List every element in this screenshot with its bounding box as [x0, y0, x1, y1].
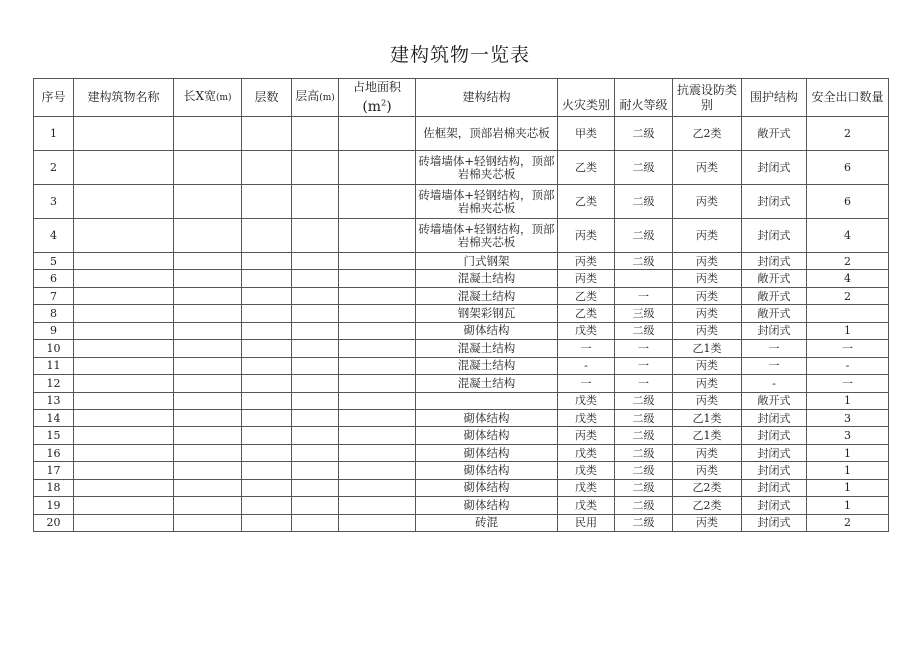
- header-exits: 安全出口数量: [807, 79, 889, 117]
- cell-dimensions: [174, 117, 242, 151]
- table-row: [34, 514, 889, 531]
- cell-index: 15: [34, 427, 74, 444]
- header-area-unit: [362, 99, 391, 115]
- table-row: [34, 462, 889, 479]
- cell-index: 13: [34, 392, 74, 409]
- cell-fire-category: 甲类: [558, 117, 615, 151]
- cell-index: 4: [34, 219, 74, 253]
- cell-dimensions: [174, 514, 242, 531]
- header-floors: 层数: [242, 79, 292, 117]
- cell-seismic: 乙2类: [673, 497, 742, 514]
- cell-structure: 砖墙墙体+轻钢结构，顶部岩棉夹芯板: [416, 151, 558, 185]
- cell-area: [339, 462, 416, 479]
- cell-floor-height: [292, 357, 339, 374]
- cell-fire-rating: 三级: [615, 305, 673, 322]
- cell-area: [339, 270, 416, 287]
- cell-name: [74, 444, 174, 461]
- cell-seismic: 丙类: [673, 219, 742, 253]
- cell-area: [339, 479, 416, 496]
- cell-seismic: 丙类: [673, 305, 742, 322]
- cell-enclosure: 封闭式: [742, 151, 807, 185]
- cell-enclosure: -: [742, 375, 807, 392]
- cell-index: 8: [34, 305, 74, 322]
- cell-floors: [242, 444, 292, 461]
- cell-name: [74, 375, 174, 392]
- cell-exits: 1: [807, 479, 889, 496]
- cell-index: 20: [34, 514, 74, 531]
- cell-exits: 3: [807, 427, 889, 444]
- cell-index: 12: [34, 375, 74, 392]
- table-row: [34, 375, 889, 392]
- cell-dimensions: [174, 497, 242, 514]
- cell-enclosure: 封闭式: [742, 409, 807, 426]
- cell-index: 17: [34, 462, 74, 479]
- header-floor-height-label: 层高: [295, 89, 320, 103]
- cell-name: [74, 219, 174, 253]
- table-row: [34, 151, 889, 185]
- cell-fire-rating: 二级: [615, 392, 673, 409]
- cell-structure: 砌体结构: [416, 444, 558, 461]
- table-row: [34, 497, 889, 514]
- cell-name: [74, 270, 174, 287]
- cell-enclosure: 封闭式: [742, 497, 807, 514]
- cell-index: 1: [34, 117, 74, 151]
- cell-seismic: 丙类: [673, 270, 742, 287]
- cell-index: 5: [34, 253, 74, 270]
- cell-floor-height: [292, 375, 339, 392]
- cell-index: 3: [34, 185, 74, 219]
- header-area-unit-close: ): [386, 98, 392, 115]
- cell-fire-rating: 二级: [615, 117, 673, 151]
- cell-enclosure: 封闭式: [742, 185, 807, 219]
- cell-exits: 1: [807, 497, 889, 514]
- header-structure: 建构结构: [416, 79, 558, 117]
- cell-name: [74, 357, 174, 374]
- cell-fire-rating: 二级: [615, 462, 673, 479]
- cell-seismic: 乙2类: [673, 117, 742, 151]
- cell-index: 18: [34, 479, 74, 496]
- cell-floor-height: [292, 409, 339, 426]
- header-dimensions: [174, 79, 242, 117]
- cell-exits: 1: [807, 322, 889, 339]
- cell-name: [74, 392, 174, 409]
- header-row: [34, 79, 889, 117]
- cell-enclosure: 封闭式: [742, 253, 807, 270]
- cell-dimensions: [174, 409, 242, 426]
- cell-seismic: 乙2类: [673, 479, 742, 496]
- cell-structure: 砌体结构: [416, 497, 558, 514]
- cell-floors: [242, 409, 292, 426]
- cell-enclosure: 敞开式: [742, 117, 807, 151]
- cell-area: [339, 151, 416, 185]
- header-dimensions-unit: (m): [215, 93, 232, 103]
- cell-name: [74, 409, 174, 426]
- cell-area: [339, 185, 416, 219]
- cell-floors: [242, 427, 292, 444]
- table-row: [34, 117, 889, 151]
- cell-area: [339, 340, 416, 357]
- cell-area: [339, 409, 416, 426]
- cell-exits: 4: [807, 270, 889, 287]
- cell-seismic: 丙类: [673, 392, 742, 409]
- cell-dimensions: [174, 392, 242, 409]
- cell-floor-height: [292, 462, 339, 479]
- cell-name: [74, 322, 174, 339]
- cell-fire-category: 乙类: [558, 287, 615, 304]
- cell-dimensions: [174, 270, 242, 287]
- cell-structure: 混凝土结构: [416, 270, 558, 287]
- cell-fire-rating: 一: [615, 287, 673, 304]
- cell-index: 16: [34, 444, 74, 461]
- cell-floors: [242, 375, 292, 392]
- cell-fire-category: 乙类: [558, 185, 615, 219]
- table-row: [34, 305, 889, 322]
- cell-floor-height: [292, 117, 339, 151]
- cell-floors: [242, 270, 292, 287]
- table-row: [34, 322, 889, 339]
- cell-floors: [242, 253, 292, 270]
- cell-floor-height: [292, 270, 339, 287]
- cell-name: [74, 462, 174, 479]
- cell-dimensions: [174, 444, 242, 461]
- cell-structure: 混凝土结构: [416, 375, 558, 392]
- cell-structure: [416, 392, 558, 409]
- table-row: [34, 427, 889, 444]
- cell-area: [339, 375, 416, 392]
- cell-seismic: 乙1类: [673, 340, 742, 357]
- cell-fire-category: 戊类: [558, 444, 615, 461]
- cell-enclosure: 封闭式: [742, 219, 807, 253]
- cell-area: [339, 287, 416, 304]
- document-title: 建构筑物一览表: [389, 44, 530, 66]
- table-row: [34, 357, 889, 374]
- table-row: [34, 479, 889, 496]
- cell-area: [339, 357, 416, 374]
- cell-name: [74, 117, 174, 151]
- cell-floor-height: [292, 514, 339, 531]
- cell-name: [74, 305, 174, 322]
- table-row: [34, 270, 889, 287]
- cell-seismic: 丙类: [673, 185, 742, 219]
- cell-floor-height: [292, 497, 339, 514]
- cell-seismic: 丙类: [673, 357, 742, 374]
- cell-name: [74, 151, 174, 185]
- cell-structure: 砌体结构: [416, 322, 558, 339]
- cell-exits: 1: [807, 462, 889, 479]
- cell-area: [339, 117, 416, 151]
- cell-floor-height: [292, 219, 339, 253]
- cell-floors: [242, 322, 292, 339]
- cell-dimensions: [174, 340, 242, 357]
- cell-dimensions: [174, 322, 242, 339]
- header-floor-height: [292, 79, 339, 117]
- cell-fire-rating: 二级: [615, 497, 673, 514]
- header-area-unit-base: (m: [362, 98, 382, 115]
- cell-fire-category: 戊类: [558, 322, 615, 339]
- cell-fire-rating: [615, 270, 673, 287]
- header-fire-rating: 耐火等级: [615, 79, 673, 117]
- cell-fire-rating: 二级: [615, 151, 673, 185]
- cell-dimensions: [174, 185, 242, 219]
- cell-area: [339, 427, 416, 444]
- cell-fire-rating: 二级: [615, 409, 673, 426]
- cell-index: 7: [34, 287, 74, 304]
- cell-index: 10: [34, 340, 74, 357]
- header-area-label: 占地面积: [352, 80, 401, 95]
- cell-floors: [242, 357, 292, 374]
- cell-fire-rating: 一: [615, 340, 673, 357]
- cell-dimensions: [174, 375, 242, 392]
- cell-name: [74, 514, 174, 531]
- cell-fire-rating: 一: [615, 375, 673, 392]
- cell-structure: 砌体结构: [416, 427, 558, 444]
- cell-exits: 2: [807, 514, 889, 531]
- cell-fire-rating: 二级: [615, 427, 673, 444]
- cell-exits: 1: [807, 444, 889, 461]
- cell-exits: 3: [807, 409, 889, 426]
- cell-name: [74, 427, 174, 444]
- cell-floor-height: [292, 185, 339, 219]
- cell-area: [339, 219, 416, 253]
- cell-enclosure: 封闭式: [742, 479, 807, 496]
- cell-floor-height: [292, 427, 339, 444]
- cell-seismic: 丙类: [673, 444, 742, 461]
- cell-floors: [242, 287, 292, 304]
- cell-exits: 1: [807, 392, 889, 409]
- table-row: [34, 185, 889, 219]
- cell-structure: 砌体结构: [416, 462, 558, 479]
- cell-name: [74, 497, 174, 514]
- cell-seismic: 丙类: [673, 151, 742, 185]
- cell-exits: [807, 305, 889, 322]
- cell-structure: 混凝土结构: [416, 340, 558, 357]
- cell-enclosure: 封闭式: [742, 322, 807, 339]
- cell-structure: 钢架彩钢瓦: [416, 305, 558, 322]
- cell-seismic: 乙1类: [673, 427, 742, 444]
- header-seismic: 抗震设防类别: [673, 79, 742, 117]
- cell-fire-rating: 二级: [615, 219, 673, 253]
- building-list-table: [33, 78, 889, 532]
- cell-enclosure: 敞开式: [742, 287, 807, 304]
- cell-dimensions: [174, 287, 242, 304]
- cell-enclosure: 封闭式: [742, 444, 807, 461]
- cell-fire-category: 丙类: [558, 219, 615, 253]
- cell-floor-height: [292, 287, 339, 304]
- cell-floor-height: [292, 322, 339, 339]
- cell-enclosure: 一: [742, 340, 807, 357]
- cell-fire-rating: 一: [615, 357, 673, 374]
- header-area-unit-sup: 2: [381, 98, 387, 108]
- cell-enclosure: 封闭式: [742, 462, 807, 479]
- cell-area: [339, 497, 416, 514]
- cell-index: 9: [34, 322, 74, 339]
- cell-fire-category: 戊类: [558, 497, 615, 514]
- cell-floor-height: [292, 479, 339, 496]
- cell-enclosure: 敞开式: [742, 305, 807, 322]
- cell-fire-category: 戊类: [558, 462, 615, 479]
- cell-enclosure: 敞开式: [742, 392, 807, 409]
- cell-enclosure: 封闭式: [742, 427, 807, 444]
- header-enclosure: 围护结构: [742, 79, 807, 117]
- cell-area: [339, 392, 416, 409]
- cell-dimensions: [174, 357, 242, 374]
- cell-seismic: 丙类: [673, 375, 742, 392]
- cell-floors: [242, 185, 292, 219]
- cell-floor-height: [292, 444, 339, 461]
- cell-floors: [242, 219, 292, 253]
- cell-fire-category: 丙类: [558, 253, 615, 270]
- cell-fire-rating: 二级: [615, 253, 673, 270]
- cell-structure: 佐框架，顶部岩棉夹芯板: [416, 117, 558, 151]
- table-row: [34, 409, 889, 426]
- cell-fire-category: 一: [558, 340, 615, 357]
- cell-floors: [242, 479, 292, 496]
- cell-fire-rating: 二级: [615, 322, 673, 339]
- cell-area: [339, 253, 416, 270]
- cell-fire-category: 戊类: [558, 409, 615, 426]
- cell-seismic: 丙类: [673, 462, 742, 479]
- header-area: [339, 79, 416, 117]
- cell-floors: [242, 340, 292, 357]
- table-row: [34, 253, 889, 270]
- cell-seismic: 乙1类: [673, 409, 742, 426]
- cell-area: [339, 514, 416, 531]
- cell-floors: [242, 497, 292, 514]
- cell-floors: [242, 151, 292, 185]
- cell-name: [74, 185, 174, 219]
- table-row: [34, 287, 889, 304]
- cell-enclosure: 敞开式: [742, 270, 807, 287]
- cell-floor-height: [292, 392, 339, 409]
- cell-structure: 门式钢架: [416, 253, 558, 270]
- table-row: [34, 392, 889, 409]
- cell-dimensions: [174, 479, 242, 496]
- cell-index: 11: [34, 357, 74, 374]
- cell-exits: 一: [807, 375, 889, 392]
- cell-dimensions: [174, 219, 242, 253]
- cell-fire-rating: 二级: [615, 444, 673, 461]
- cell-fire-category: 乙类: [558, 151, 615, 185]
- cell-structure: 砖墙墙体+轻钢结构，顶部岩棉夹芯板: [416, 185, 558, 219]
- cell-enclosure: 一: [742, 357, 807, 374]
- cell-fire-category: -: [558, 357, 615, 374]
- cell-structure: 砖墙墙体+轻钢结构，顶部岩棉夹芯板: [416, 219, 558, 253]
- cell-exits: 4: [807, 219, 889, 253]
- cell-fire-category: 戊类: [558, 392, 615, 409]
- cell-fire-rating: 二级: [615, 479, 673, 496]
- header-floor-height-unit: (m): [319, 93, 335, 103]
- cell-fire-rating: 二级: [615, 514, 673, 531]
- cell-name: [74, 287, 174, 304]
- cell-enclosure: 封闭式: [742, 514, 807, 531]
- cell-name: [74, 340, 174, 357]
- cell-exits: 2: [807, 253, 889, 270]
- cell-exits: 2: [807, 287, 889, 304]
- cell-exits: -: [807, 357, 889, 374]
- cell-dimensions: [174, 151, 242, 185]
- cell-seismic: 丙类: [673, 253, 742, 270]
- header-name: 建构筑物名称: [74, 79, 174, 117]
- cell-dimensions: [174, 305, 242, 322]
- cell-dimensions: [174, 253, 242, 270]
- cell-structure: 混凝土结构: [416, 287, 558, 304]
- cell-fire-category: 丙类: [558, 270, 615, 287]
- cell-exits: 一: [807, 340, 889, 357]
- table-row: [34, 219, 889, 253]
- cell-fire-category: 戊类: [558, 479, 615, 496]
- cell-floor-height: [292, 151, 339, 185]
- cell-seismic: 丙类: [673, 514, 742, 531]
- cell-index: 6: [34, 270, 74, 287]
- cell-floors: [242, 514, 292, 531]
- cell-index: 14: [34, 409, 74, 426]
- cell-fire-category: 民用: [558, 514, 615, 531]
- cell-structure: 砌体结构: [416, 479, 558, 496]
- cell-floor-height: [292, 340, 339, 357]
- header-dimensions-label: 长X宽: [183, 89, 216, 103]
- cell-structure: 砌体结构: [416, 409, 558, 426]
- cell-index: 2: [34, 151, 74, 185]
- cell-fire-category: 丙类: [558, 427, 615, 444]
- header-fire-category: 火灾类别: [558, 79, 615, 117]
- cell-structure: 砖混: [416, 514, 558, 531]
- cell-floors: [242, 305, 292, 322]
- cell-name: [74, 479, 174, 496]
- table-body: [34, 117, 889, 532]
- cell-area: [339, 322, 416, 339]
- cell-name: [74, 253, 174, 270]
- cell-dimensions: [174, 427, 242, 444]
- table-row: [34, 340, 889, 357]
- cell-structure: 混凝土结构: [416, 357, 558, 374]
- header-index: 序号: [34, 79, 74, 117]
- cell-seismic: 丙类: [673, 287, 742, 304]
- table-row: [34, 444, 889, 461]
- cell-area: [339, 444, 416, 461]
- cell-seismic: 丙类: [673, 322, 742, 339]
- cell-fire-rating: 二级: [615, 185, 673, 219]
- cell-index: 19: [34, 497, 74, 514]
- cell-floors: [242, 392, 292, 409]
- cell-exits: 6: [807, 185, 889, 219]
- cell-fire-category: 一: [558, 375, 615, 392]
- cell-exits: 2: [807, 117, 889, 151]
- cell-exits: 6: [807, 151, 889, 185]
- cell-floors: [242, 462, 292, 479]
- cell-floor-height: [292, 305, 339, 322]
- cell-area: [339, 305, 416, 322]
- cell-fire-category: 乙类: [558, 305, 615, 322]
- cell-floor-height: [292, 253, 339, 270]
- cell-dimensions: [174, 462, 242, 479]
- cell-floors: [242, 117, 292, 151]
